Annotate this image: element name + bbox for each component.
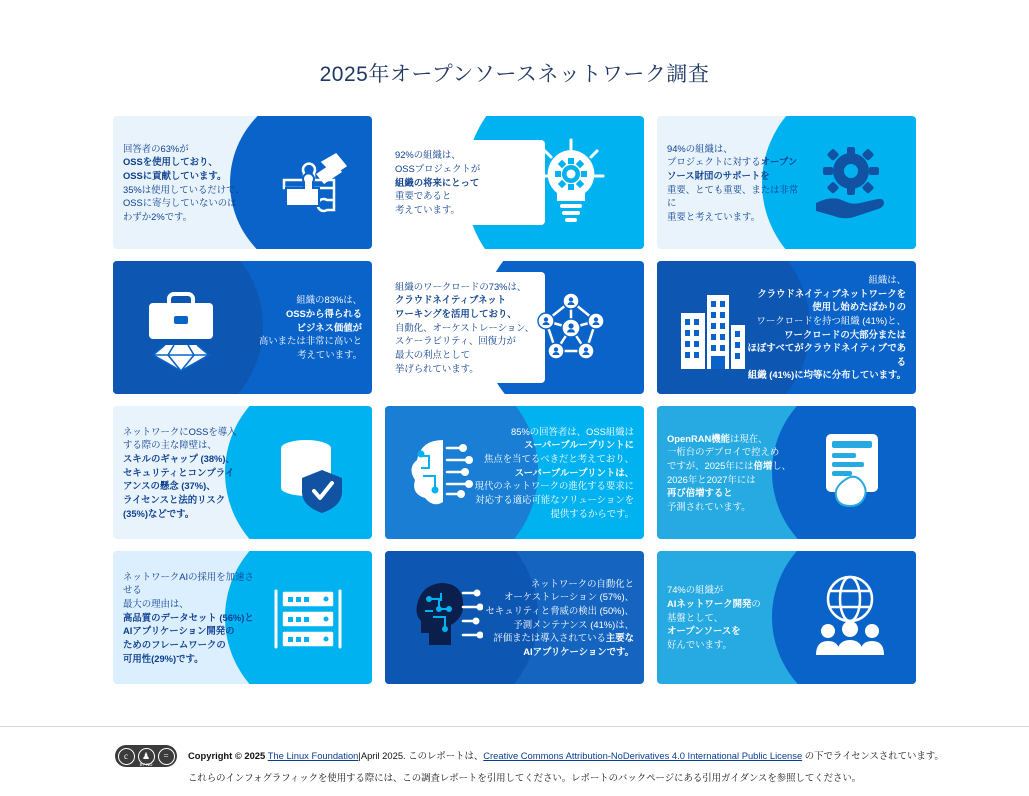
cc-badge-label: BY ND: [139, 761, 153, 767]
footer-note: これらのインフォグラフィックを使用する際には、この調査レポートを引用してください。レポートのバックページにある引用ガイダンスを参照してください。: [188, 772, 862, 783]
line-html: 評価または導入されている主要な: [493, 632, 634, 644]
card-text: ネットワークにOSSを導入 する際の主な障壁は、 スキルのギャップ (38%)、 セキュリティとコンプライ アンスの懸念 (37%)、 ライセンスと法的リスク (35%)などです。: [123, 425, 237, 519]
linux-foundation-link[interactable]: The Linux Foundation: [267, 750, 359, 761]
cc-by-icon: ♟: [138, 748, 155, 765]
ai-head-circuit-icon: [407, 577, 483, 657]
license-link[interactable]: Creative Commons Attribution-NoDerivatives 4.0 International Public License: [483, 750, 803, 761]
line-html: プロジェクトに対するオープン: [667, 156, 798, 168]
line-html: AIネットワーク開発の: [667, 598, 761, 610]
creative-commons-badge: [115, 745, 177, 767]
copyright-prefix: Copyright © 2025: [188, 750, 266, 761]
cc-icon: c: [118, 748, 135, 765]
card-cloud-native-networking-workloads: [385, 261, 644, 394]
card-oss-adoption-barriers: [113, 406, 372, 539]
card-text: 組織は、 クラウドネイティブネットワークを 使用し始めたばかりの ワークロードを持つ組織 (41%)と、 ワークロードの大部分または ほぼすべてがクラウドネイティブである 組織 (41%)に均等に分布しています。: [747, 274, 906, 381]
card-text: 組織のワークロードの73%は、 クラウドネイティブネット ワーキングを活用しており、 自動化、オーケストレーション、 スケーラビリティ、回復力が 最大の利点として 挙げられています。: [385, 272, 545, 383]
card-text: ネットワークAIの採用を加速させる 最大の理由は、 高品質のデータセット (56%)と AIアプリケーション開発の ためのフレームワークの 可用性(29%)です。: [123, 570, 254, 664]
card-oss-project-importance: [385, 116, 644, 249]
separator: |: [358, 750, 361, 761]
card-oss-foundation-support: [657, 116, 916, 249]
page-title: 2025年オープンソースネットワーク調査: [319, 63, 710, 86]
footer-copyright-line: [188, 748, 944, 762]
line-html: OpenRAN機能は現在、: [667, 432, 768, 444]
tablet-hand-icon: [814, 430, 890, 512]
card-text: 85%の回答者は、OSS組織は スーパーブループリントに 焦点を当てるべきだと考えており、 スーパーブループリントは、 現代のネットワークの進化する要求に 対応する適応可能なソリューションを 提供するからです。: [474, 425, 634, 519]
card-text: 回答者の63%が OSSを使用しており、 OSSに貢献しています。 35%は使用しているだけで、 OSSに寄与していないのは わずか2%です。: [123, 142, 245, 222]
buildings-icon: [677, 287, 747, 371]
card-text: 92%の組織は、 OSSプロジェクトが 組織の将来にとって 重要であると 考えています。: [385, 140, 545, 224]
card-key-ai-applications: [385, 551, 644, 684]
server-rack-icon: [272, 583, 344, 653]
card-cloud-native-adoption-distribution: [657, 261, 916, 394]
network-nodes-icon: [532, 289, 610, 367]
line-html: ですが、2025年には倍増し、: [667, 459, 792, 471]
card-openran-deployment-forecast: [657, 406, 916, 539]
card-text: ネットワークの自動化と オーケストレーション (57%)、 セキュリティと脅威の検出 (50%)、 予測メンテナンス (41%)は、 評価または導入されている主要な AIアプリケーションです。: [464, 569, 644, 667]
global-community-icon: [812, 573, 888, 657]
puzzle-pieces-icon: [278, 144, 350, 220]
card-text: 74%の組織が AIネットワーク開発の 基盤として、 オープンソースを 好んでいます。: [657, 575, 817, 659]
briefcase-diamond-icon: [141, 289, 221, 371]
ai-chip-brain-icon: [403, 432, 481, 512]
cc-nd-icon: =: [158, 748, 175, 765]
card-oss-usage-contribution: [113, 116, 372, 249]
card-grid: [113, 116, 916, 684]
card-oss-business-value: [113, 261, 372, 394]
card-open-source-ai-preference: [657, 551, 916, 684]
database-shield-icon: [272, 434, 348, 514]
footer: [0, 726, 1029, 796]
lightbulb-gear-icon: [536, 138, 606, 226]
hand-gear-icon: [812, 141, 890, 225]
license-suffix: の下でライセンスされています。: [804, 750, 944, 761]
card-text: OpenRAN機能は現在、 一桁台のデプロイで控えめ ですが、2025年には倍増し、 2026年と2027年には 再び倍増すると 予測されています。: [657, 424, 817, 522]
card-text: 94%の組織は、 プロジェクトに対するオープン ソース財団のサポートを 重要、とても重要、または非常に 重要と考えています。: [657, 134, 817, 232]
card-text: 組織の83%は、 OSSから得られる ビジネス価値が 高いまたは非常に高いと 考えています。: [258, 294, 362, 360]
date-text: April 2025. このレポートは、: [360, 750, 484, 761]
card-super-blueprints-focus: [385, 406, 644, 539]
card-network-ai-adoption-reasons: [113, 551, 372, 684]
